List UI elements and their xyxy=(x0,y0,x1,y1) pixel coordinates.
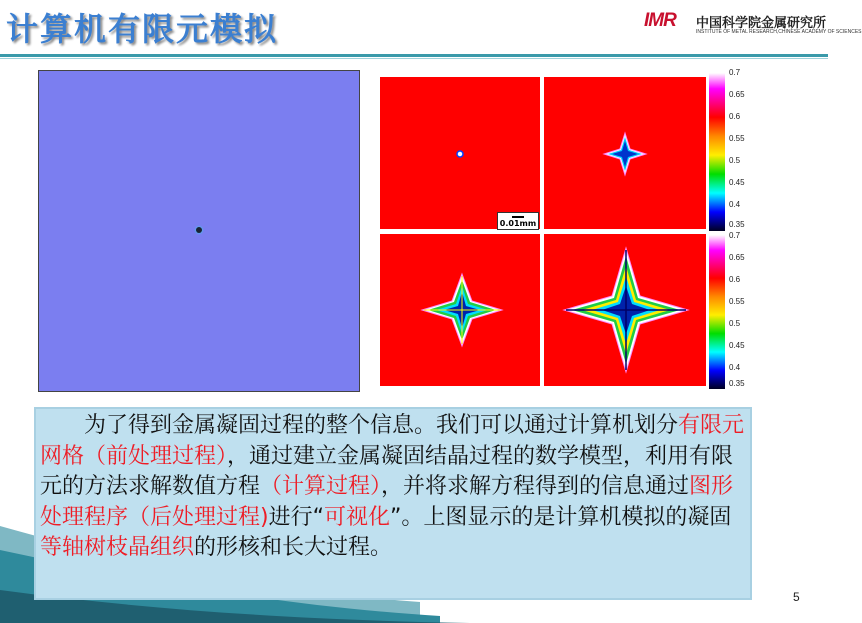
sim-panel-stage-4 xyxy=(544,234,706,386)
logo-chinese-name: 中国科学院金属研究所 xyxy=(696,16,827,31)
logo-english-name: INSTITUTE OF METAL RESEARCH,CHINESE ACADEMY OF SCIENCES xyxy=(696,29,862,35)
nucleus-seed xyxy=(196,227,202,233)
simulation-initial-image xyxy=(38,70,360,392)
colorbar-top xyxy=(709,73,725,231)
header-divider-thin xyxy=(0,58,828,59)
scale-bar xyxy=(497,212,539,230)
description-paragraph: 为了得到金属凝固过程的整个信息。我们可以通过计算机划分有限元网格（前处理过程），通过建立金属凝固结晶过程的数学模型，利用有限元的方法求解数值方程（计算过程），并将求解方程得到的信息通过图形处理程序（后处理过程)进行“可视化”。上图显示的是计算机模拟的凝固等轴树枝晶组织的形核和长大过程。 xyxy=(40,413,745,560)
sim-panel-stage-1 xyxy=(380,77,540,229)
logo-mark: IMR xyxy=(644,10,676,31)
colorbar-bottom xyxy=(709,235,725,389)
page-number: 5 xyxy=(793,590,800,604)
colorbar-bottom-labels: 0.7 0.65 0.6 0.55 0.5 0.45 0.4 0.35 xyxy=(729,231,745,388)
header-divider xyxy=(0,54,828,57)
colorbar-top-labels: 0.7 0.65 0.6 0.55 0.5 0.45 0.4 0.35 xyxy=(729,68,745,229)
institute-logo xyxy=(640,8,862,38)
sim-panel-stage-3 xyxy=(380,234,540,386)
sim-panel-stage-2 xyxy=(544,77,706,229)
scale-bar-label: 0.01mm xyxy=(499,219,537,228)
slide-title: 计算机有限元模拟 xyxy=(6,10,279,48)
